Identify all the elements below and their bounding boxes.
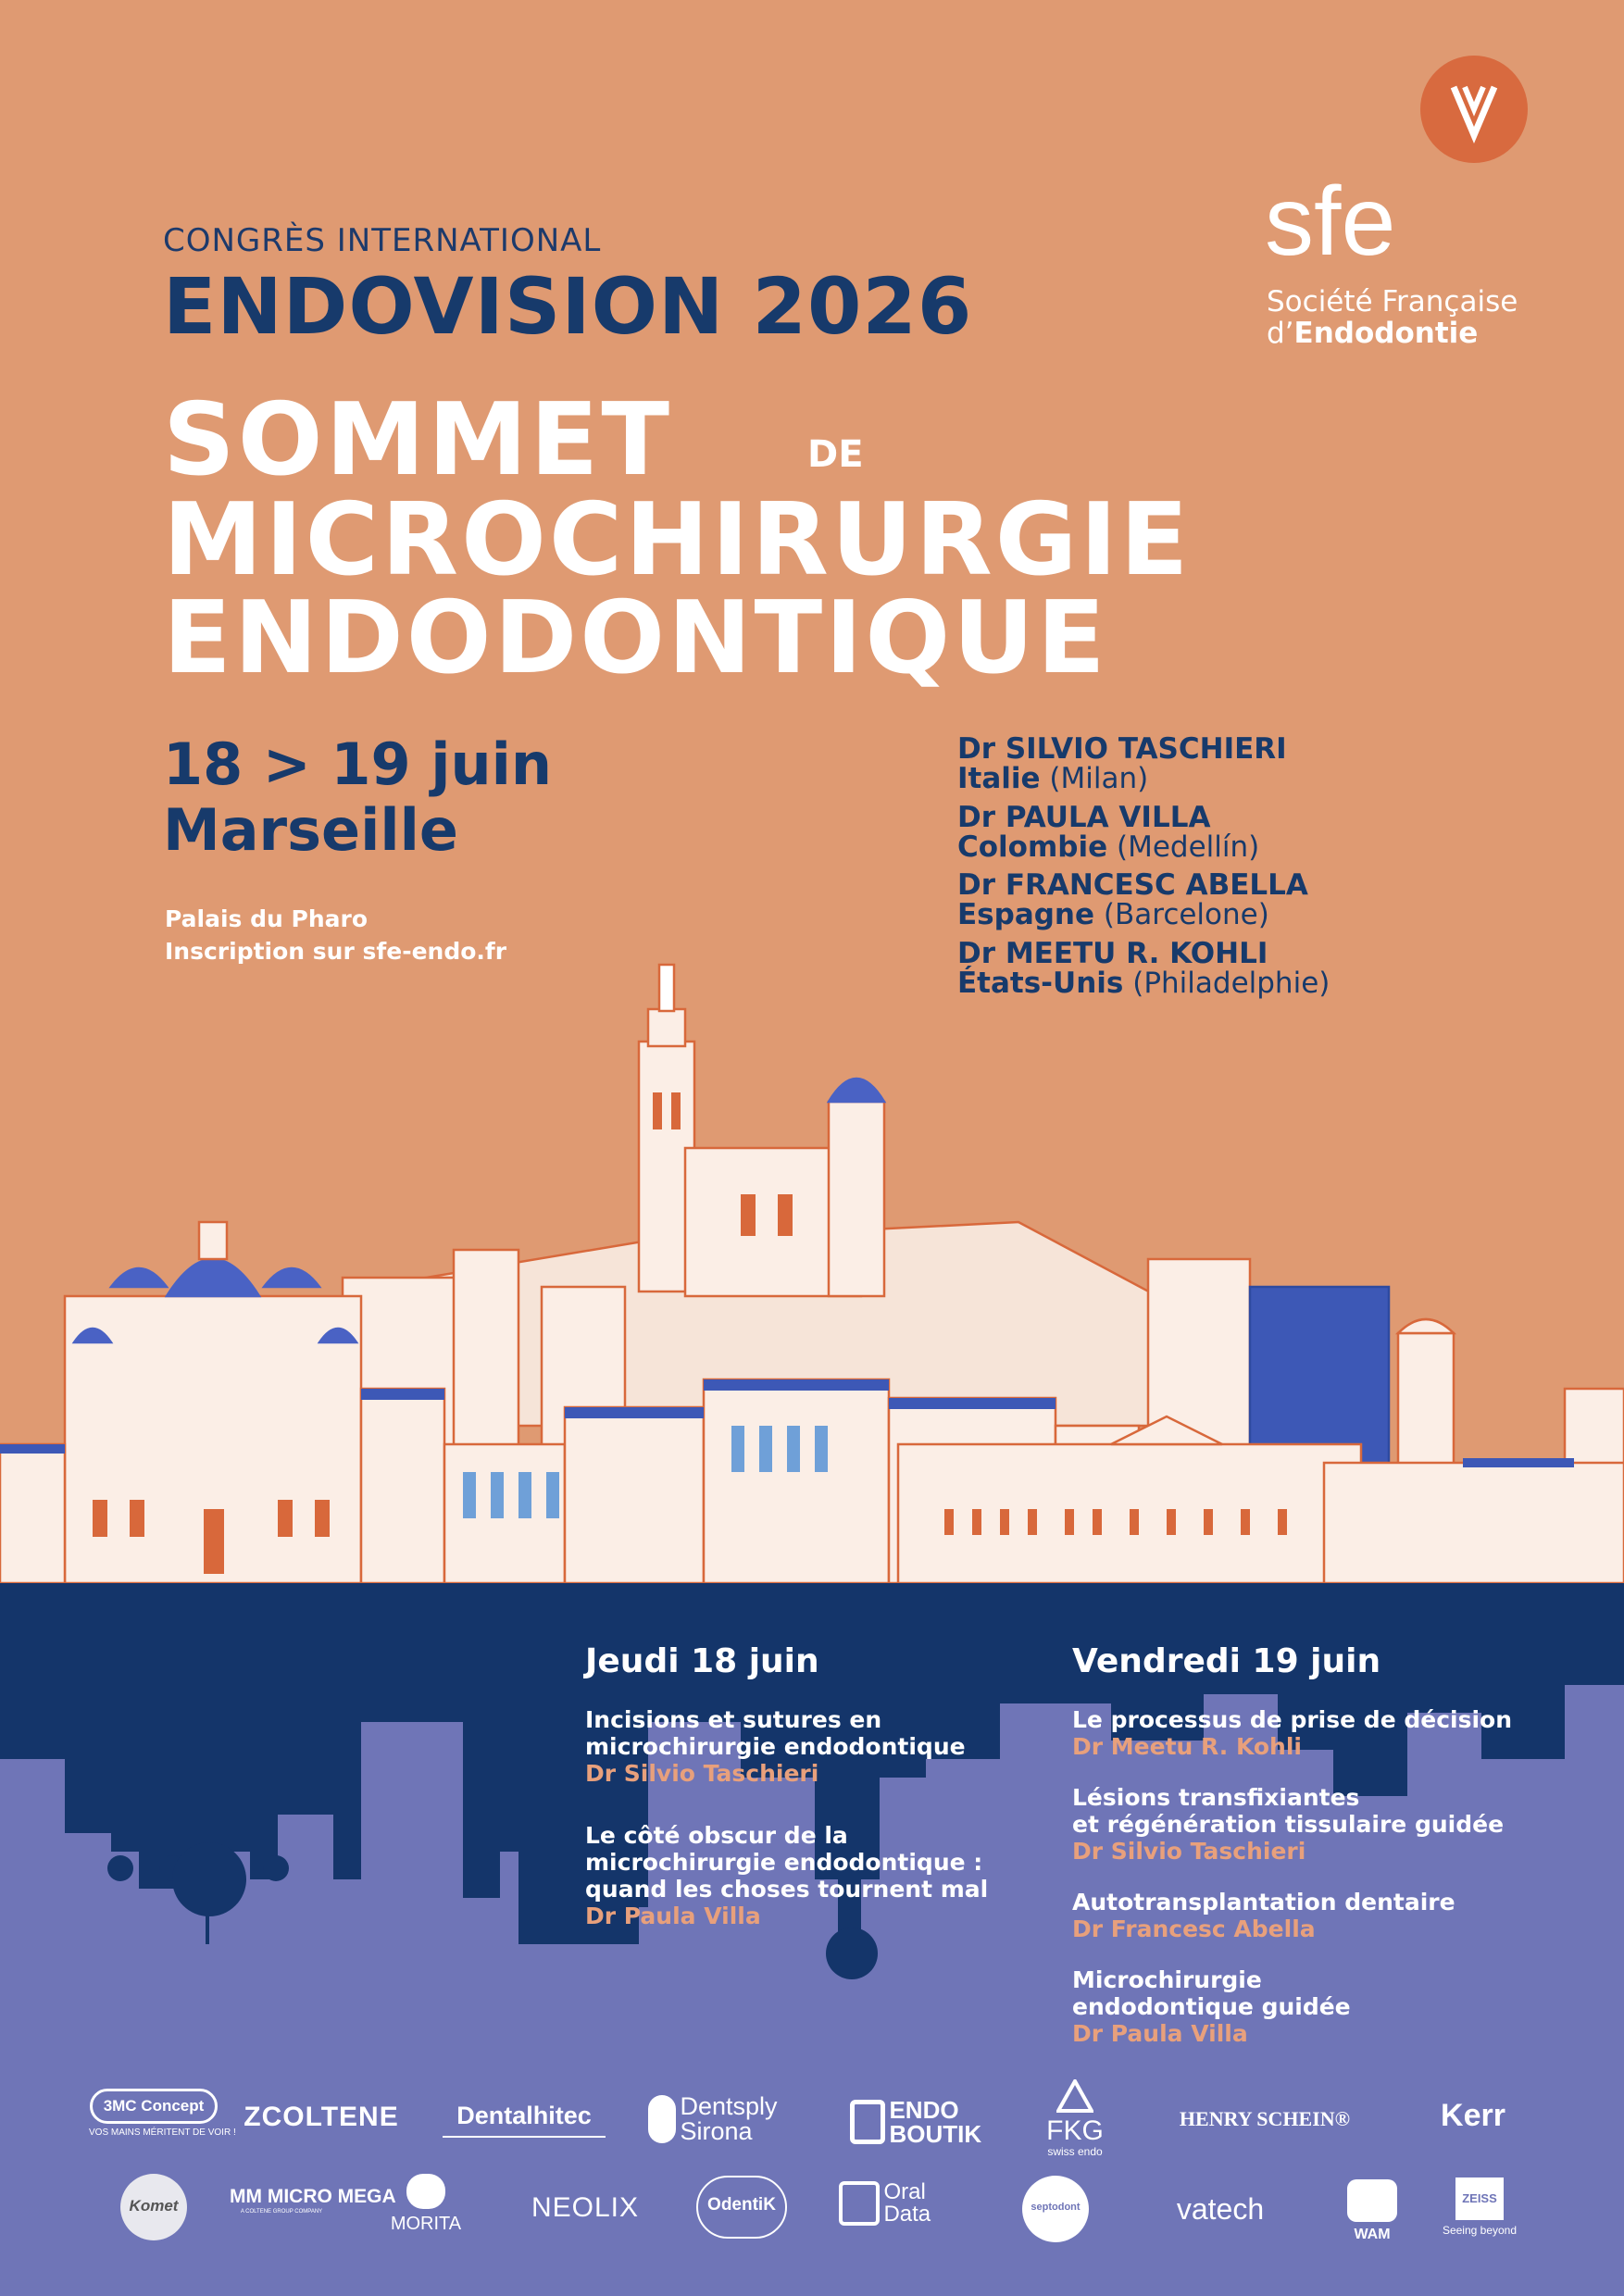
sponsor-logo-henry-schein: HENRY SCHEIN®: [1179, 2107, 1351, 2130]
sponsor-logo-dentalhitec: Dentalhitec: [443, 2102, 606, 2138]
sponsor-tagline: A COLTENE GROUP COMPANY: [240, 2209, 323, 2215]
sponsor-label: WAM: [1354, 2227, 1391, 2242]
event-dates: 18 > 19 juin: [163, 730, 553, 798]
sfe-logo-word: sfe: [1265, 167, 1396, 276]
session-speaker: Dr Silvio Taschieri: [1072, 1838, 1306, 1865]
speaker-city: (Barcelone): [1103, 898, 1269, 932]
speaker-country: Espagne: [957, 898, 1095, 932]
sponsor-logo-3mc-concept: [89, 2089, 236, 2138]
sfe-logo: [1263, 56, 1541, 361]
speaker-location: [957, 968, 1330, 999]
speaker-name: Dr SILVIO TASCHIERI: [957, 732, 1287, 766]
sponsor-label: septodont: [1031, 2202, 1081, 2213]
sponsor-logo-endo-boutik: [850, 2098, 998, 2146]
sponsor-label: ZEISS: [1455, 2177, 1504, 2220]
sponsor-label: Dentsply Sirona: [680, 2092, 778, 2145]
session-speaker: Dr Meetu R. Kohli: [1072, 1733, 1302, 1760]
session-title: Le côté obscur de la microchirurgie endodontique : quand les choses tournent mal: [585, 1822, 989, 1903]
endo-boutik-icon: [850, 2100, 885, 2144]
sfe-logo-subtitle: Société Française: [1267, 285, 1518, 318]
sponsor-label: Oral Data: [883, 2179, 931, 2227]
sponsor-logo-wam: [1344, 2179, 1400, 2243]
registration-link[interactable]: Inscription sur sfe-endo.fr: [165, 937, 507, 965]
sponsor-tagline: VOS MAINS MÉRITENT DE VOIR !: [89, 2128, 236, 2138]
speaker-item: [957, 936, 1330, 1000]
speaker-country: États-Unis: [957, 966, 1124, 1000]
dentsply-s-icon: [648, 2095, 676, 2143]
sponsor-label: 3MC Concept: [90, 2089, 219, 2124]
session-speaker: Dr Paula Villa: [585, 1903, 761, 1929]
sponsor-logo-dentsply-sirona: [648, 2094, 806, 2144]
session-item: [1072, 1706, 1554, 1760]
speaker-name: Dr FRANCESC ABELLA: [957, 868, 1308, 903]
sfe-emblem-icon: [1420, 56, 1528, 163]
sponsor-logo-zeiss: [1441, 2177, 1518, 2237]
sponsor-logo-vatech: vatech: [1176, 2192, 1265, 2226]
speakers-list: [957, 732, 1330, 1007]
event-dates-block: [163, 731, 552, 864]
sfe-logo-subtitle-2: [1267, 317, 1478, 350]
session-speaker: Dr Silvio Taschieri: [585, 1760, 819, 1787]
sfe-logo-prefix: d’: [1267, 317, 1294, 350]
speaker-location: [957, 764, 1330, 794]
session-speaker: Dr Francesc Abella: [1072, 1915, 1316, 1942]
sponsor-label: ENDO BOUTIK: [889, 2096, 982, 2148]
speaker-item: [957, 800, 1330, 864]
sfe-logo-bold: Endodontie: [1293, 317, 1479, 350]
speaker-city: (Medellín): [1116, 830, 1260, 864]
sponsor-tagline: Seeing beyond: [1442, 2224, 1518, 2237]
session-item: [585, 1822, 1067, 1929]
speaker-location: [957, 900, 1330, 930]
sponsor-logo-neolix: NEOLIX: [531, 2192, 640, 2223]
session-speaker: Dr Paula Villa: [1072, 2020, 1248, 2047]
session-item: [585, 1706, 1067, 1787]
speaker-item: [957, 868, 1330, 932]
sponsor-logo-kerr: Kerr: [1441, 2098, 1505, 2133]
program-day-1: [585, 1642, 1067, 1953]
speaker-city: (Philadelphie): [1132, 966, 1330, 1000]
program-day-2: [1072, 1642, 1554, 2071]
session-title: Incisions et sutures en microchirurgie endodontique: [585, 1706, 966, 1760]
fkg-triangle-icon: [1056, 2079, 1093, 2113]
speaker-country: Italie: [957, 762, 1041, 795]
session-item: [1072, 1889, 1554, 1942]
sponsor-logo-morita: [380, 2174, 472, 2235]
sponsor-label: MORITA: [390, 2214, 462, 2234]
sponsor-logo-fkg: [1035, 2079, 1115, 2158]
sponsor-logo-komet: [120, 2174, 187, 2240]
session-item: [1072, 1784, 1554, 1865]
speaker-city: (Milan): [1049, 762, 1149, 795]
tooth-icon: [839, 2181, 880, 2226]
session-title: Autotransplantation dentaire: [1072, 1889, 1455, 1915]
main-title-line-2: MICROCHIRURGIE: [163, 482, 1192, 598]
event-title: ENDOVISION 2026: [163, 261, 973, 352]
congress-kicker: CONGRÈS INTERNATIONAL: [163, 222, 602, 259]
speaker-name: Dr PAULA VILLA: [957, 800, 1211, 834]
session-title: Le processus de prise de décision: [1072, 1706, 1513, 1733]
main-title-line-3: ENDODONTIQUE: [163, 580, 1108, 696]
sponsor-logo-odentik: [696, 2176, 787, 2239]
marseille-skyline-illustration: [0, 944, 1624, 1583]
main-title-de: DE: [807, 433, 864, 476]
speaker-item: [957, 732, 1330, 795]
speaker-country: Colombie: [957, 830, 1108, 864]
sponsor-label: Komet: [129, 2197, 179, 2215]
session-item: [1072, 1966, 1554, 2047]
sponsor-label: OdentiK: [707, 2195, 776, 2215]
day-heading: Jeudi 18 juin: [585, 1642, 819, 1680]
morita-icon: [406, 2174, 445, 2209]
sponsor-label: FKG: [1046, 2115, 1104, 2146]
speaker-name: Dr MEETU R. KOHLI: [957, 936, 1268, 970]
session-title: Microchirurgie endodontique guidée: [1072, 1966, 1351, 2020]
sponsor-logo-micro-mega: [230, 2186, 396, 2215]
sponsor-label: MM MICRO MEGA: [230, 2186, 396, 2207]
day-heading: Vendredi 19 juin: [1072, 1642, 1381, 1680]
speaker-location: [957, 832, 1330, 863]
event-city: Marseille: [163, 796, 458, 865]
venue-name: Palais du Pharo: [165, 905, 369, 932]
main-title-line-1: SOMMET: [163, 382, 672, 498]
sponsor-logo-oral-data: [839, 2181, 959, 2226]
session-title: Lésions transfixiantes et régénération tissulaire guidée: [1072, 1784, 1505, 1838]
sponsor-logo-coltene: ZCOLTENE: [244, 2102, 399, 2132]
venue-block: [165, 904, 506, 967]
sponsor-tagline: swiss endo: [1047, 2145, 1103, 2158]
wam-icon: [1347, 2179, 1397, 2222]
sponsor-logo-septodont: [1022, 2176, 1089, 2242]
